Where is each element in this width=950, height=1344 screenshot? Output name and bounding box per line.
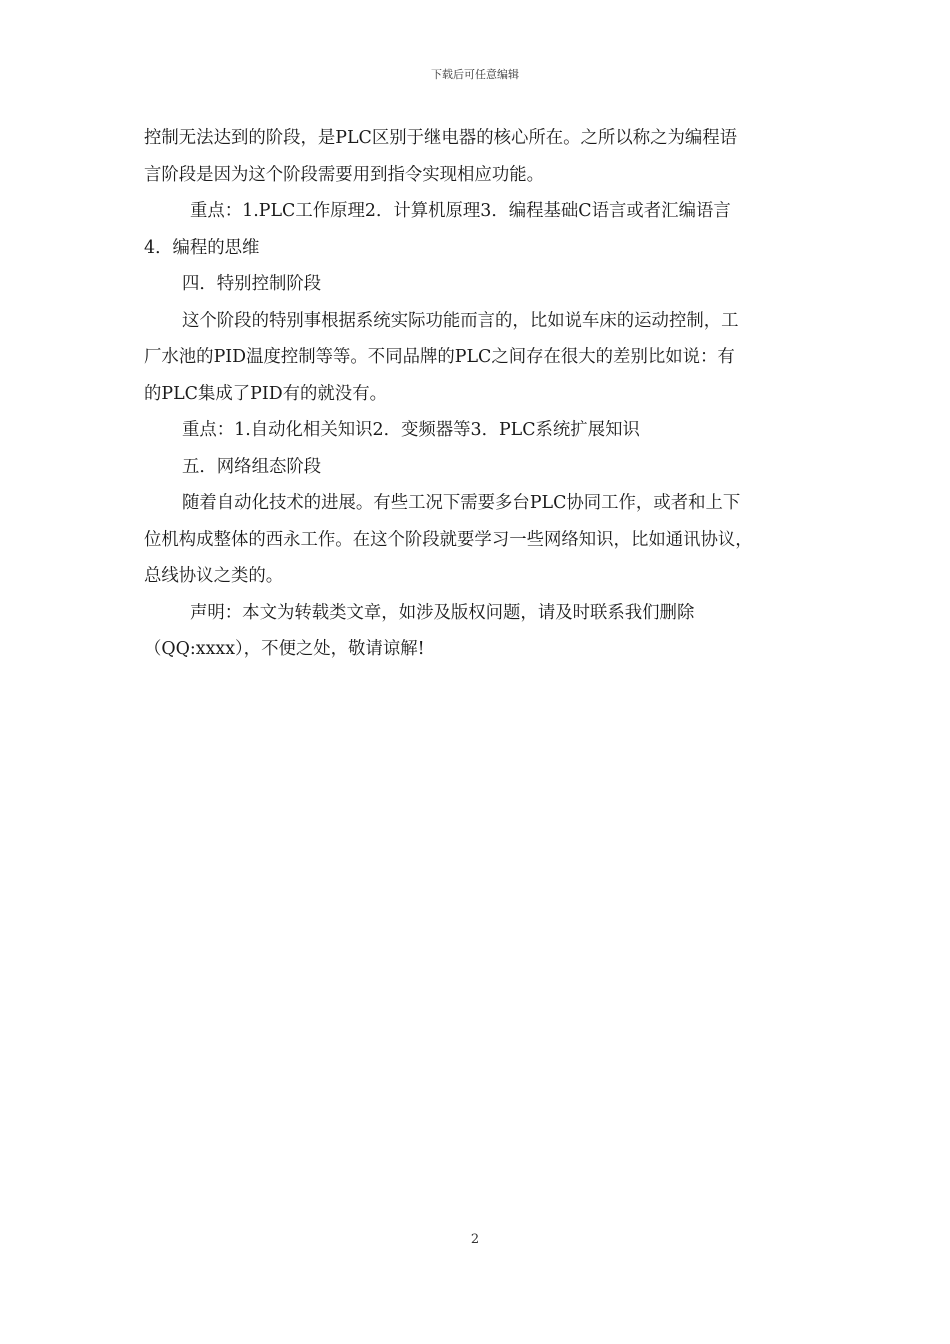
- paragraph-line: 厂水池的PID温度控制等等。不同品牌的PLC之间存在很大的差别比如说：有: [144, 347, 735, 367]
- paragraph-line: 总线协议之类的。: [144, 566, 284, 586]
- paragraph-line: 这个阶段的特别事根据系统实际功能而言的，比如说车床的运动控制，工: [182, 310, 739, 331]
- paragraph-line: 的PLC集成了PID有的就没有。: [144, 383, 387, 404]
- paragraph-line: 位机构成整体的西永工作。在这个阶段就要学习一些网络知识，比如通讯协议，: [144, 529, 753, 550]
- paragraph-line: 控制无法达到的阶段，是PLC区别于继电器的核心所在。之所以称之为编程语: [144, 128, 738, 148]
- paragraph-line: 言阶段是因为这个阶段需要用到指令实现相应功能。: [144, 164, 544, 185]
- section-heading: 五．网络组态阶段: [182, 456, 322, 477]
- disclaimer-line: 声明：本文为转载类文章，如涉及版权问题，请及时联系我们删除: [190, 602, 695, 623]
- key-points-line: 重点：1.PLC工作原理2．计算机原理3．编程基础C语言或者汇编语言: [190, 201, 731, 221]
- page-number: 2: [470, 1232, 480, 1247]
- document-body: [144, 124, 808, 672]
- section-heading: 四．特别控制阶段: [182, 274, 322, 294]
- disclaimer-line: （QQ:xxxx），不便之处，敬请谅解!: [144, 639, 425, 659]
- page-header: 下载后可任意编辑: [431, 68, 519, 81]
- key-points-line: 4．编程的思维: [144, 237, 260, 258]
- paragraph-line: 随着自动化技术的进展。有些工况下需要多台PLC协同工作，或者和上下: [182, 493, 741, 513]
- key-points-line: 重点：1.自动化相关知识2．变频器等3．PLC系统扩展知识: [182, 420, 640, 440]
